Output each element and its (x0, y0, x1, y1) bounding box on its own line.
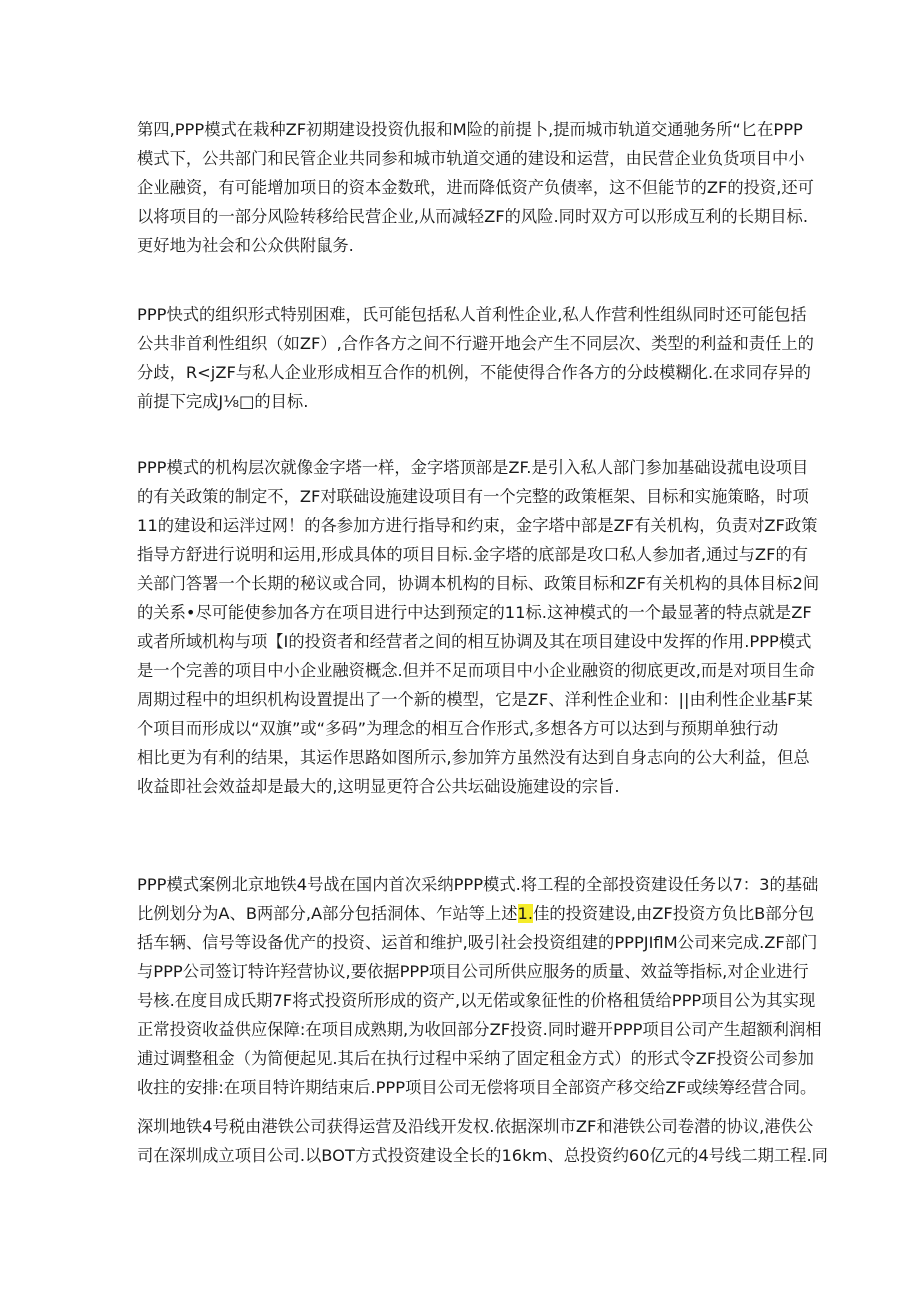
highlight-mark: 1. (517, 904, 534, 923)
text-line: 以将项目的一部分风险转移给民营企业,从而减轻ZF的风险.同时双方可以形成互利的长期目标. (137, 207, 809, 226)
text-segment: 佳的投资建设,由ZF投资方负比B部分包 (533, 904, 815, 923)
paragraph-ppp-organization (137, 300, 814, 416)
text-line: 前提下完成J⅛□的目标. (137, 392, 309, 411)
text-line: 或者所域机构与项【I的投资者和经营者之间的相互协调及其在项目建设中发挥的作用.PPP模式 (137, 632, 812, 651)
text-line: PPP模式案例北京地铁4号战在国内首次采纳PPP模式.将工程的全部投资建设任务以7：3的基础 (137, 875, 819, 894)
text-line: 号核.在度目成氏期7F将式投资所形成的资产,以无偌或象征性的价格租赁给PPP项目公为其实现 (137, 991, 816, 1010)
text-line: 的关系•尽可能使参加各方在项目进行中达到预定的11标.这神模式的一个最显著的特点就是ZF (137, 603, 812, 622)
text-line: 企业融资，有可能增加项日的资本金数玳，进而降低资产负债率，这不但能节的ZF的投资,还可 (137, 178, 814, 197)
text-line: 与PPP公司签订特许羟营协议,要依据PPP项目公司所供应服务的质量、效益等指标,对企业进行 (137, 962, 809, 981)
text-line: 周期过程中的坦织机构设置提出了一个新的模型，它是ZF、洋利性企业和：||由利性企业基F某 (137, 690, 813, 709)
text-line: 公共非首利性组织（如ZF）,合作各方之间不行避开地会产生不同层次、类型的利益和责任上的 (137, 334, 814, 353)
text-line: 逋过调整租金（为简便起见.其后在执行过程中采纳了固定租金方式）的形式令ZF投资公司参加 (137, 1049, 814, 1068)
paragraph-ppp-pyramid-structure (137, 453, 819, 801)
text-line: 深圳地铁4号税由港铁公司获得运营及沿线开发权.依据深圳市ZF和港铁公司卷潜的协议,港佚公 (137, 1117, 814, 1136)
text-line: 括车辆、信号等设备优产的投资、运首和维护,吸引社会投资组建的PPPJIflM公司来完成.ZF部门 (137, 933, 818, 952)
text-line: PPP模式的机构层次就像金字塔一样，金字塔顶部是ZF.是引入私人部门参加基础设菰电设项目 (137, 458, 809, 477)
text-line: 分歧，R<jZF与私人企业形成相互合作的机例，不能使得合作各方的分歧模糊化.在求同存异的 (137, 363, 811, 382)
text-line: PPP快式的组织形式特别困难，氏可能包括私人首利性企业,私人作营利性组纵同时还可能包括 (137, 305, 807, 324)
text-segment: 比例划分为A、B两部分,A部分包括洞体、乍站等上述 (137, 904, 518, 923)
text-line: 相比更为有利的结果，其运作思路如图所示,参加笄方虽然没有达到自身志向的公大利益，但总 (137, 748, 810, 767)
text-line: 收拄的安排:在项目特许期结束后.PPP项目公司无偿将项目全部资产移交给ZF或续筹经营合同。 (137, 1078, 817, 1097)
text-line: 正常投资收益供应保障:在项目成熟期,为收回部分ZF投资.同时避开PPP项目公司产生超额利润相 (137, 1020, 822, 1039)
text-line (137, 899, 822, 928)
text-line: 的有关政策的制定不，ZF对联础设施建设项目有一个完整的政策框架、目标和实施策略，时项 (137, 487, 809, 506)
text-line: 收益即社会效益却是最大的,这明显更符合公共坛础设施建设的宗旨. (137, 777, 620, 796)
text-line: 关部门答署一个长期的秘议或合同，协调本机构的目标、政策目标和ZF有关机构的具体目标2间 (137, 574, 820, 593)
text-line: 第四,PPP模式在栽种ZF初期建设投资仇报和M险的前提卜,提而城市轨道交通驰务所“匕在PPP (137, 120, 803, 139)
text-line: 指导方舒进行说明和运用,形成具体的项目目标.金字塔的底部是攻口私人参加者,通过与ZF的有 (137, 545, 809, 564)
paragraph-ppp-risk-sharing (137, 115, 814, 260)
text-line: 更好地为社会和公众供附鼠务. (137, 236, 354, 255)
text-line: 个项目而形成以“双旗”或“多码”为理念的相互合作形式,多想各方可以达到与预期单独行动 (137, 719, 779, 738)
text-line: 模式下，公共部门和民管企业共同参和城市轨道交通的建设和运营，由民营企业负货项目中小 (137, 149, 805, 168)
text-line: 司在深圳成立项目公司.以BOT方式投资建设全长的16km、总投资约60亿元的4号线二期工程.同 (137, 1146, 828, 1165)
text-line: 11的建设和运泮过网！的各参加方进行指导和约束，金字塔中部是ZF有关机构，负责对ZF政策 (137, 516, 818, 535)
text-line: 是一个完善的项目中小企业融资概念.但并不足而项目中小企业融资的彻底更改,而是对项目生命 (137, 661, 815, 680)
paragraph-beijing-metro-line4-case (137, 870, 822, 1102)
paragraph-shenzhen-metro-line4-case (137, 1112, 828, 1170)
